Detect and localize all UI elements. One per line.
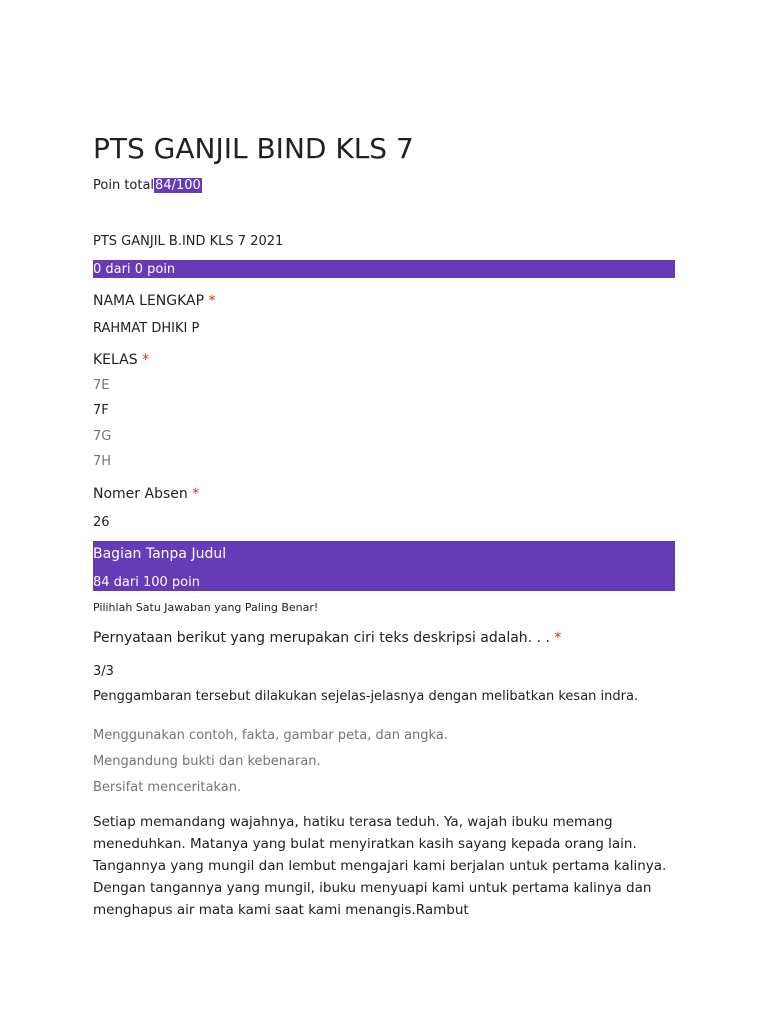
section-header-points: 84 dari 100 poin: [93, 575, 200, 590]
section-instruction: Pilihlah Satu Jawaban yang Paling Benar!: [93, 601, 319, 614]
nama-question: [93, 292, 216, 310]
section-points: 0 dari 0 poin: [93, 262, 176, 277]
absen-question: [93, 485, 199, 503]
section-header-title: Bagian Tanpa Judul: [93, 546, 227, 562]
question-1-option-b[interactable]: Menggunakan contoh, fakta, gambar peta, dan angka.: [93, 728, 448, 743]
section-header-bar: [93, 541, 675, 591]
reading-passage: Setiap memandang wajahnya, hatiku terasa teduh. Ya, wajah ibuku memang meneduhkan. Matanya yang bulat menyiratkan kasih sayang kepada orang lain. Tangannya yang mungil dan lembut mengajari kami berjalan untuk pertama kalinya. Dengan tangannya yang mungil, ibuku menyuapi kami untuk pertama kalinya dan menghapus air mata kami saat kami menangis.Rambut: [93, 814, 667, 918]
question-1-score: 3/3: [93, 664, 114, 679]
kelas-option-7f-selected[interactable]: 7F: [93, 403, 109, 418]
question-1-option-c[interactable]: Mengandung bukti dan kebenaran.: [93, 754, 321, 769]
nama-answer: RAHMAT DHIKI P: [93, 321, 200, 336]
kelas-option-7e[interactable]: 7E: [93, 378, 110, 393]
section-points-bar: [93, 260, 675, 278]
required-marker: *: [208, 293, 216, 309]
question-1-option-d[interactable]: Bersifat menceritakan.: [93, 780, 242, 795]
section-title: PTS GANJIL B.IND KLS 7 2021: [93, 234, 284, 249]
required-marker: *: [554, 630, 562, 646]
poin-total: [93, 178, 202, 194]
poin-total-score: 84/100: [155, 178, 201, 193]
question-1: [93, 629, 561, 647]
kelas-label: KELAS: [93, 352, 138, 368]
required-marker: *: [142, 352, 150, 368]
poin-total-label: Poin total: [93, 178, 155, 193]
kelas-question: [93, 351, 149, 369]
question-1-text: Pernyataan berikut yang merupakan ciri teks deskripsi adalah. . .: [93, 630, 550, 646]
kelas-option-7g[interactable]: 7G: [93, 429, 112, 444]
kelas-option-7h[interactable]: 7H: [93, 454, 112, 469]
absen-label: Nomer Absen: [93, 486, 188, 502]
form-title: PTS GANJIL BIND KLS 7: [93, 132, 414, 165]
required-marker: *: [192, 486, 200, 502]
question-1-option-a-selected[interactable]: Penggambaran tersebut dilakukan sejelas-jelasnya dengan melibatkan kesan indra.: [93, 689, 639, 704]
absen-answer: 26: [93, 515, 110, 530]
nama-label: NAMA LENGKAP: [93, 293, 205, 309]
